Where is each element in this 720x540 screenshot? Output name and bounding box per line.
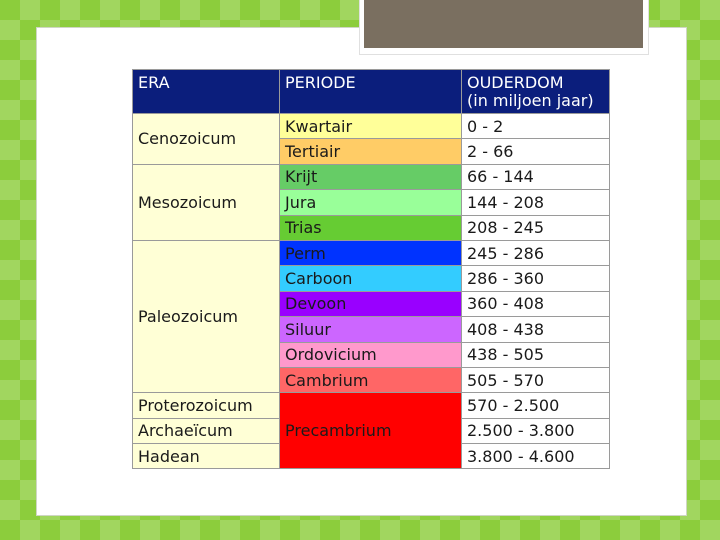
period-cell: Jura — [280, 190, 462, 215]
period-cell: Krijt — [280, 164, 462, 189]
table-row — [133, 114, 610, 139]
header-photo — [364, 0, 643, 48]
table-row — [133, 393, 610, 418]
era-proterozoicum: Proterozoicum — [133, 393, 280, 418]
age-cell: 2.500 - 3.800 — [462, 418, 610, 443]
age-cell: 570 - 2.500 — [462, 393, 610, 418]
age-cell: 505 - 570 — [462, 367, 610, 392]
period-cell: Trias — [280, 215, 462, 240]
era-paleozoicum: Paleozoicum — [133, 240, 280, 392]
age-cell: 0 - 2 — [462, 114, 610, 139]
header-ouderdom-title: OUDERDOM — [467, 73, 564, 92]
period-cell: Devoon — [280, 291, 462, 316]
period-cell: Carboon — [280, 266, 462, 291]
header-ouderdom — [462, 70, 610, 114]
age-cell: 438 - 505 — [462, 342, 610, 367]
table-row — [133, 164, 610, 189]
geologic-timescale-table — [132, 69, 610, 469]
period-cell: Perm — [280, 240, 462, 265]
era-archaeicum: Archaeïcum — [133, 418, 280, 443]
era-cenozoicum: Cenozoicum — [133, 114, 280, 165]
era-hadean: Hadean — [133, 444, 280, 469]
age-cell: 245 - 286 — [462, 240, 610, 265]
age-cell: 208 - 245 — [462, 215, 610, 240]
age-cell: 3.800 - 4.600 — [462, 444, 610, 469]
age-cell: 2 - 66 — [462, 139, 610, 164]
header-periode: PERIODE — [280, 70, 462, 114]
period-cell: Ordovicium — [280, 342, 462, 367]
age-cell: 408 - 438 — [462, 317, 610, 342]
table-header-row — [133, 70, 610, 114]
period-cell: Tertiair — [280, 139, 462, 164]
period-cell: Kwartair — [280, 114, 462, 139]
age-cell: 360 - 408 — [462, 291, 610, 316]
age-cell: 144 - 208 — [462, 190, 610, 215]
era-mesozoicum: Mesozoicum — [133, 164, 280, 240]
period-cell: Siluur — [280, 317, 462, 342]
period-cell: Cambrium — [280, 367, 462, 392]
age-cell: 286 - 360 — [462, 266, 610, 291]
header-era: ERA — [133, 70, 280, 114]
period-cell: Precambrium — [280, 393, 462, 469]
age-cell: 66 - 144 — [462, 164, 610, 189]
table-row — [133, 240, 610, 265]
header-ouderdom-unit: (in miljoen jaar) — [467, 91, 594, 110]
